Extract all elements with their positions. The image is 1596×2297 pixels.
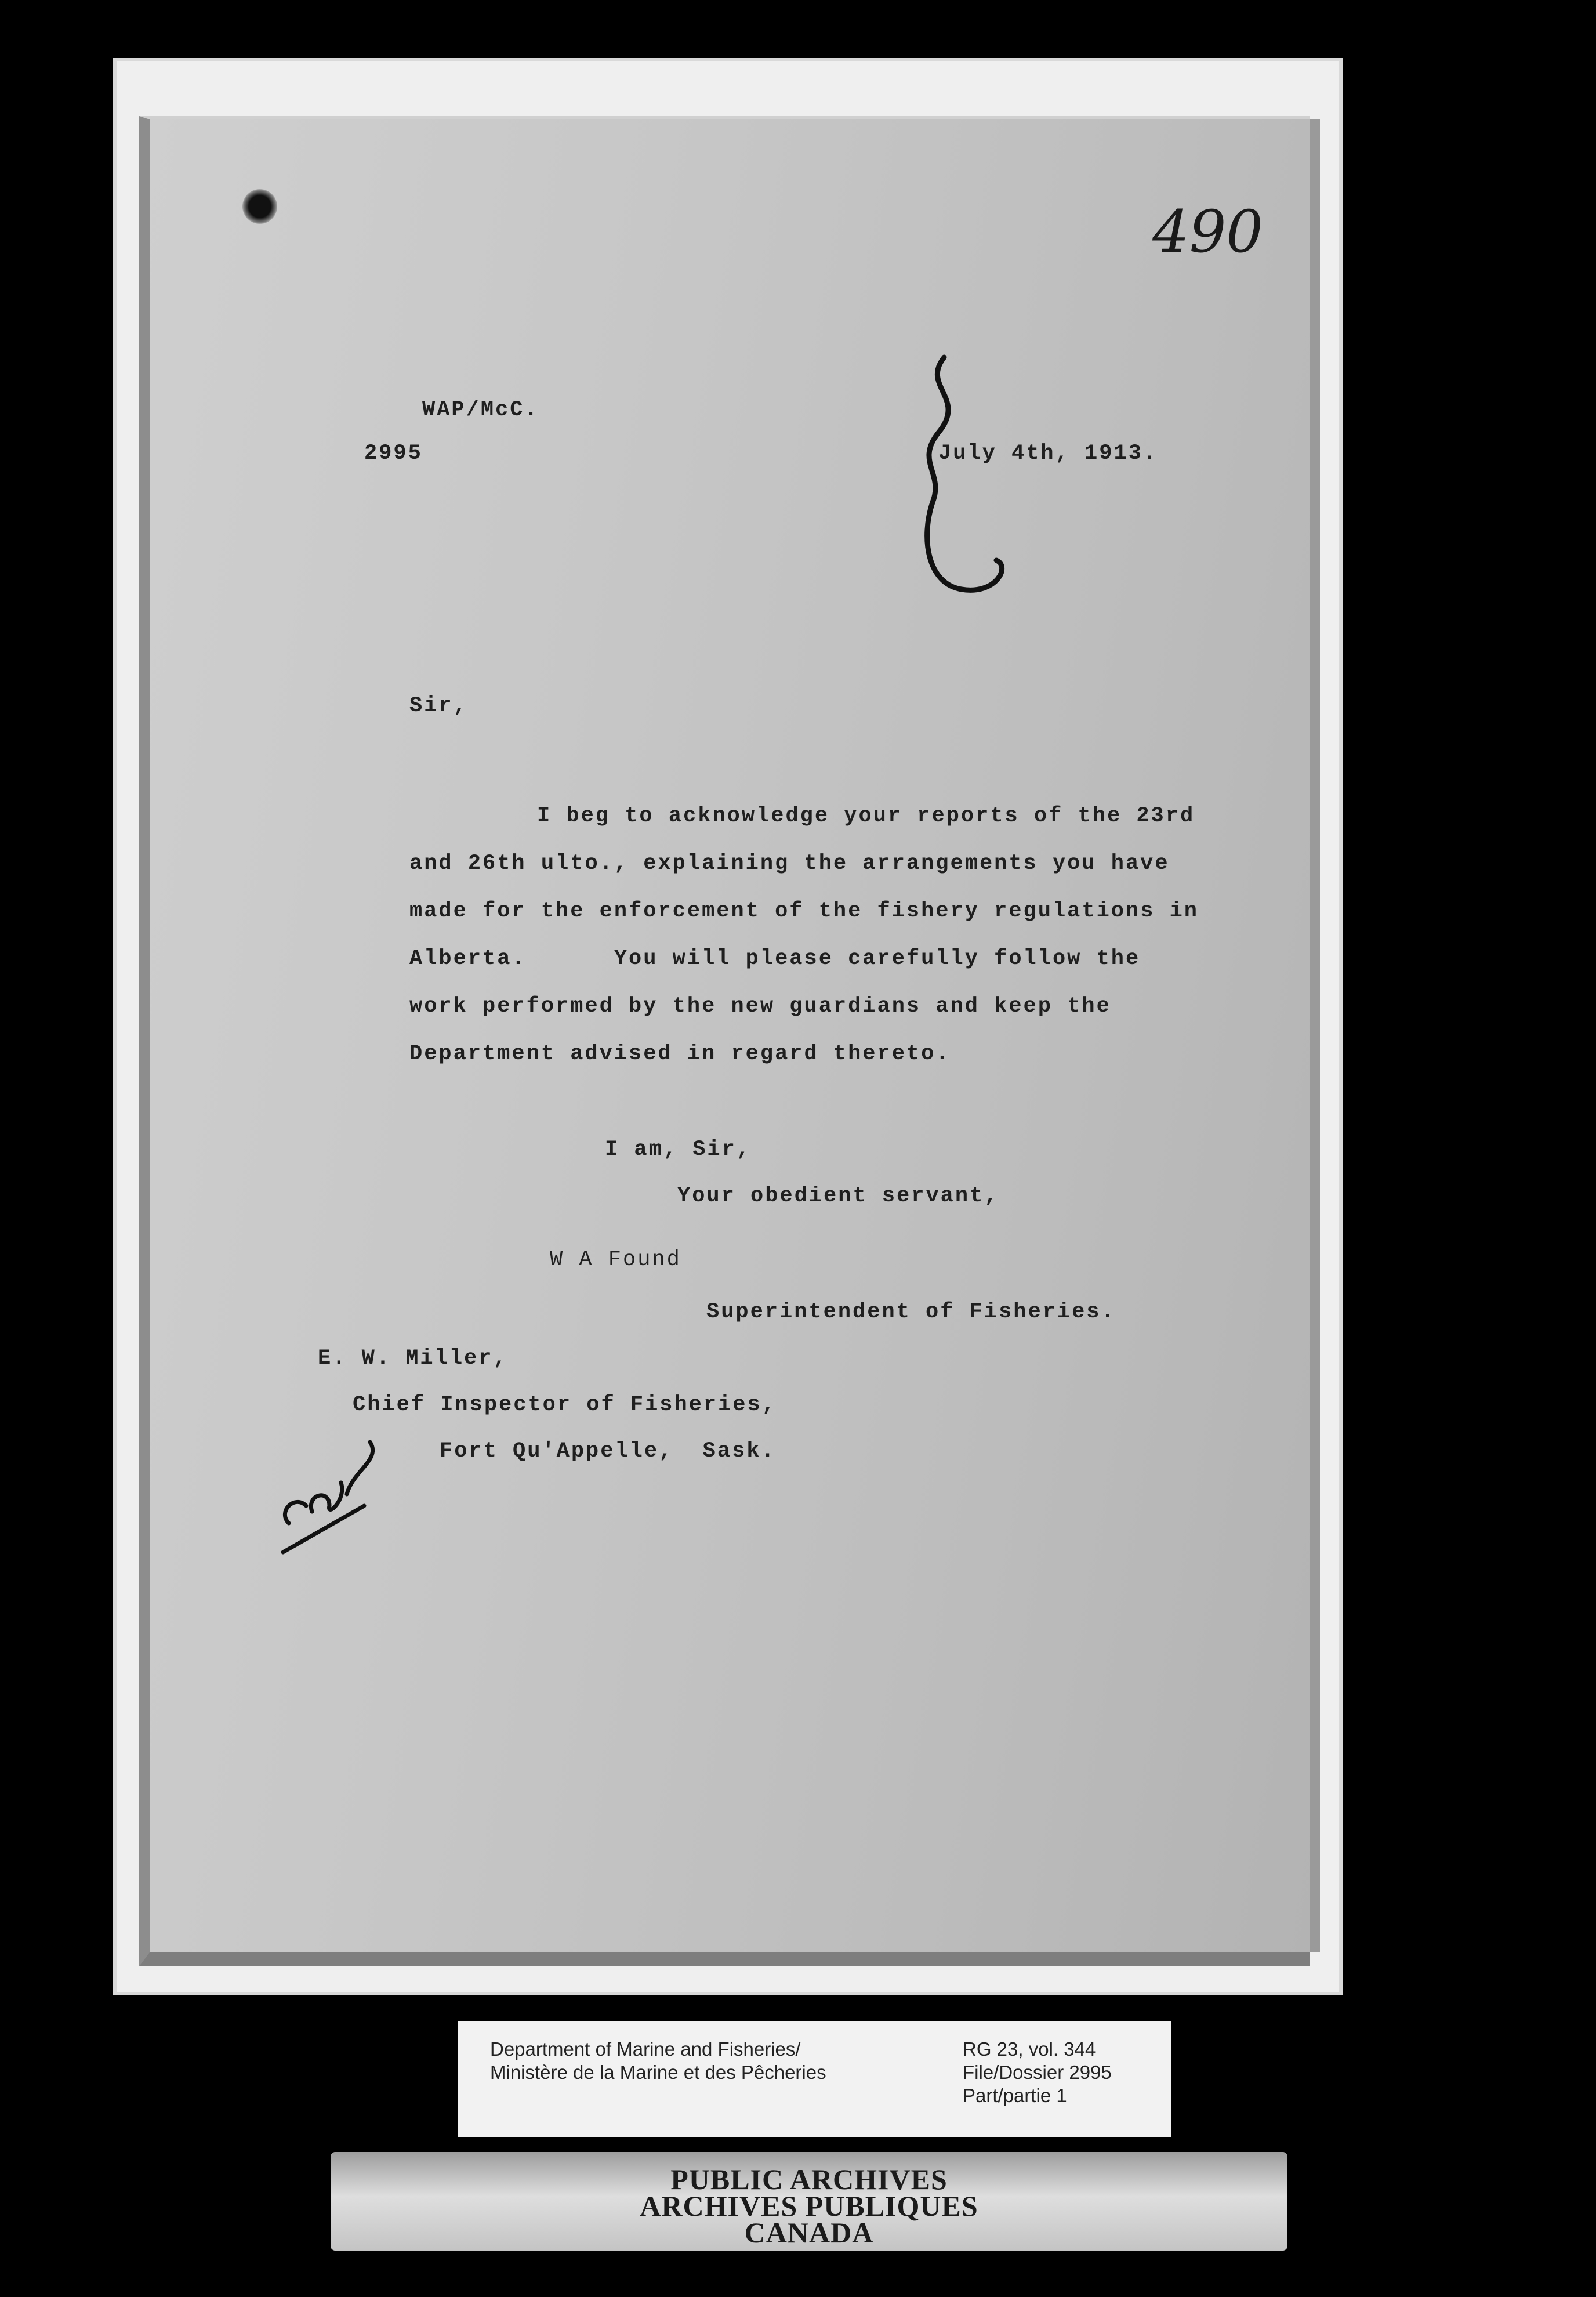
recipient-name: E. W. Miller, <box>318 1346 508 1371</box>
stamp-line-1: PUBLIC ARCHIVES <box>670 2163 948 2195</box>
closing-line-1: I am, Sir, <box>605 1137 752 1162</box>
archive-reference-label <box>458 2021 1171 2137</box>
department-french: Ministère de la Marine et des Pêcheries <box>490 2061 826 2083</box>
file-number: 2995 <box>364 441 423 466</box>
body-line-6: Department advised in regard thereto. <box>409 1042 951 1066</box>
recipient-title: Chief Inspector of Fisheries, <box>353 1393 777 1417</box>
letter-date: July 4th, 1913. <box>938 441 1158 466</box>
stamp-line-3: CANADA <box>744 2216 874 2249</box>
closing-line-2: Your obedient servant, <box>677 1184 999 1208</box>
handwritten-initials <box>271 1425 399 1564</box>
signature: W A Found <box>550 1248 681 1272</box>
department-english: Department of Marine and Fisheries/ <box>490 2038 801 2060</box>
body-line-4: Alberta. You will please carefully follow the <box>409 947 1141 971</box>
body-line-1: I beg to acknowledge your reports of the 23rd <box>537 804 1195 828</box>
recipient-address: Fort Qu'Appelle, Sask. <box>440 1439 776 1463</box>
letter-page <box>139 116 1310 1966</box>
handwritten-mark <box>909 352 1014 601</box>
body-line-3: made for the enforcement of the fishery regulations in <box>409 899 1199 923</box>
signer-title: Superintendent of Fisheries. <box>706 1300 1116 1324</box>
file-dossier: File/Dossier 2995 <box>963 2061 1112 2083</box>
record-group: RG 23, vol. 344 <box>963 2038 1096 2060</box>
handwritten-page-number: 490 <box>1152 198 1263 266</box>
body-line-5: work performed by the new guardians and keep the <box>409 994 1111 1019</box>
stamp-line-2: ARCHIVES PUBLIQUES <box>640 2190 978 2222</box>
part-partie: Part/partie 1 <box>963 2085 1067 2106</box>
body-line-2: and 26th ulto., explaining the arrangements you have <box>409 852 1170 876</box>
punch-hole <box>242 189 277 224</box>
archive-stamp <box>331 2152 1287 2251</box>
salutation: Sir, <box>409 694 468 718</box>
reference-initials: WAP/McC. <box>422 398 539 422</box>
